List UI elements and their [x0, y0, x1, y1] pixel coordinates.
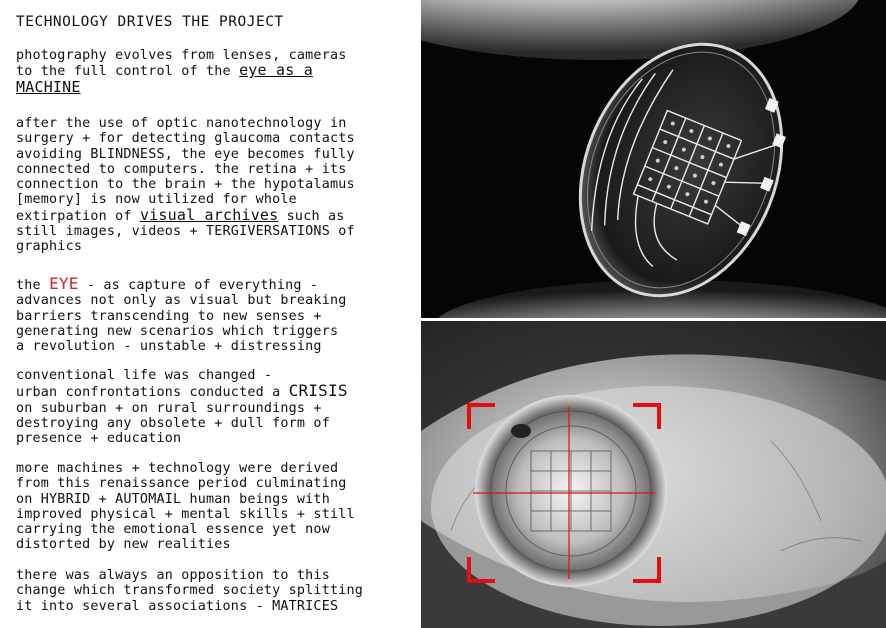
paragraph-1 [16, 48, 416, 96]
p5-line: distorted by new realities [16, 537, 231, 553]
p2-line: connection to the brain + the hypotalamus [16, 177, 355, 193]
p6-line: it into several associations - MATRICES [16, 598, 339, 614]
p4-line: conventional life was changed - [16, 368, 273, 383]
p3-line: barriers transcending to new senses + [16, 308, 322, 324]
p2-line: such as [278, 208, 345, 224]
p1-underlined-machine: MACHINE [16, 77, 81, 96]
p3-line: the [16, 278, 50, 293]
p4-line: presence + education [16, 431, 182, 447]
p2-line: extirpation of [16, 208, 140, 224]
p4-crisis: CRISIS [288, 381, 348, 401]
paragraph-5 [16, 461, 416, 553]
contact-lens-photo [421, 0, 886, 318]
p6-line: change which transformed society splitting [16, 583, 363, 599]
p5-line: improved physical + mental skills + still [16, 506, 355, 522]
p1-line2: to the full control of the [16, 64, 240, 80]
p2-line: after the use of optic nanotechnology in [16, 116, 347, 131]
paragraph-6 [16, 568, 416, 614]
p4-line: destroying any obsolete + dull form of [16, 415, 330, 431]
image-column [421, 0, 886, 628]
p1-line1: photography evolves from lenses, cameras [16, 48, 347, 63]
p4-line: on suburban + on rural surroundings + [16, 400, 322, 416]
p2-line: avoiding BLINDNESS, the eye becomes fully [16, 146, 355, 162]
p5-line: on HYBRID + AUTOMAIL human beings with [16, 491, 330, 507]
p5-line: more machines + technology were derived [16, 461, 339, 476]
p4-line: urban confrontations conducted a [16, 385, 289, 401]
p5-line: from this renaissance period culminating [16, 476, 347, 492]
page-title: TECHNOLOGY DRIVES THE PROJECT [16, 14, 284, 30]
p3-line: - as capture of everything - [78, 278, 319, 293]
p5-line: carrying the emotional essence yet now [16, 522, 330, 538]
p2-line: graphics [16, 239, 83, 255]
text-column [0, 0, 420, 628]
paragraph-3 [16, 276, 416, 354]
p6-line: there was always an opposition to this [16, 568, 330, 583]
paragraph-2 [16, 116, 416, 255]
p2-line: [memory] is now utilized for whole [16, 192, 297, 208]
p3-red-eye: EYE [49, 274, 79, 293]
eye-target-photo [421, 321, 886, 628]
p2-line: connected to computers. the retina + its [16, 161, 347, 177]
p2-line: surgery + for detecting glaucoma contacts [16, 131, 355, 147]
p3-line: generating new scenarios which triggers [16, 323, 339, 339]
paragraph-4 [16, 368, 416, 446]
p3-line: a revolution - unstable + distressing [16, 339, 322, 355]
p3-line: advances not only as visual but breaking [16, 293, 347, 309]
p2-line: still images, videos + TERGIVERSATIONS of [16, 224, 355, 240]
p1-underlined-eye: eye as a [239, 61, 313, 80]
p2-underlined-visual-archives: visual archives [139, 205, 279, 224]
image-divider [421, 318, 886, 321]
